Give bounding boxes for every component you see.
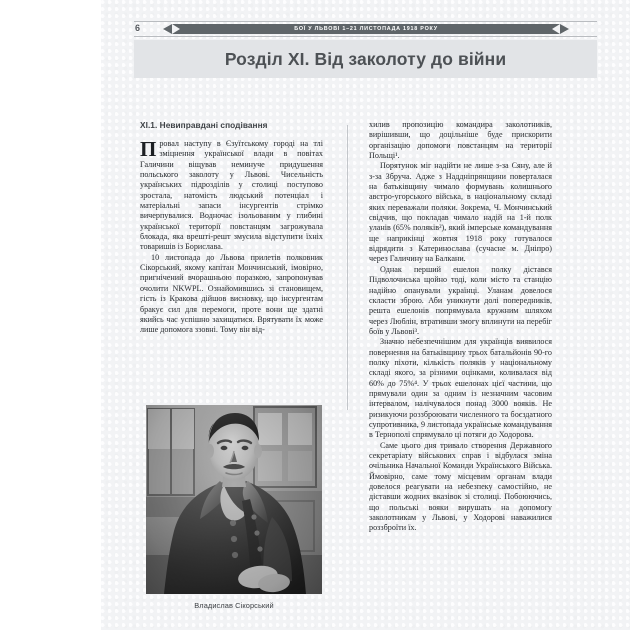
figure-caption: Владислав Сікорський — [194, 601, 274, 610]
paragraph: Порятунок міг надійти не лише з-за Сяну, але й з-за Збруча. Адже з Наддніпрянщини поверталася на батьківщину чимало формувань колишнього австро-угорського війська, в національному складі яких переважали поляки. Зокрема, Ч. Мончинський свідчив, що покладав чимало надій на 1-й полк уланів (65% поляків²), який імперське командування ще наприкінці жовтня 1918 року готувалося відрядити з Катеринослава (сучасне м. Дніпро) через Галичину на Балкани. — [369, 161, 552, 264]
chapter-title-band — [134, 40, 597, 78]
text-column-right — [369, 120, 552, 620]
body-text-area — [134, 120, 597, 620]
portrait-photo — [146, 405, 322, 594]
column-divider — [347, 125, 348, 410]
running-head-banner — [172, 24, 560, 34]
page-sheet — [101, 0, 630, 630]
running-head-rule-bottom — [134, 36, 597, 37]
drop-cap: П — [140, 137, 157, 161]
paragraph: Значно небезпечнішим для українців виявилося повернення на батьківщину трьох батальйонів 90-го полку піхоти, кількість поляків у національному складі якого, за різними оцінками, коливалася від 60% до 75%⁴. У трьох ешелонах цієї частини, що прямували один за одним із незначним часовим інтервалом, налічувалося понад 3000 вояків. Не ризикуючи роззброювати численного та боєздатного супротивника, 9 листопада українське командування в Тернополі спрямувало ці потяги до Ходорова. — [369, 337, 552, 440]
running-head — [134, 21, 597, 37]
text-column-left — [140, 120, 323, 620]
portrait-photo-image — [146, 405, 322, 594]
paragraph — [140, 139, 323, 253]
page-title: Розділ XI. Від заколоту до війни — [224, 49, 507, 69]
paragraph-text: ровал наступу в Єзуїтському городі на тлі зміцнення української влади в повітах Галичини віщував неминуче придушення польського заколоту у Львові. Чисельність українських підрозділів у столиці поступово зростала, натомість людський потенціал і матеріальні запаси інсургентів стрімко вичерпувалися. Водночас ізольованим у глибині української території повстанцям загрожувала блокада, яка врешті-решт змусила відступити їхніх товаришів із Борислава. — [140, 139, 323, 252]
paragraph: Однак перший ешелон полку дістався Підволочиська щойно тоді, коли місто та станцію надійно опанували українці. Уланам довелося скласти зброю. Аби уникнути долі попередників, решта ешелонів попрямувала кружним шляхом через Люблін, втративши змогу вплинути на перебіг боїв у Львові³. — [369, 264, 552, 336]
paragraph: хилив пропозицію командира заколотників, вирішивши, що доцільніше буде прискорити організацію допомоги повстанцям на території Польщі¹. — [369, 120, 552, 161]
paragraph: 10 листопада до Львова прилетів полковник Сікорський, якому капітан Мончинський, імовірно, пригнічений вчорашньою поразкою, запропонував очолити NKWPL. Ознайомившись зі становищем, гість із Кракова дійшов висновку, що інсургентам бракує сил для перемоги, проте вони ще здатні якийсь час успішно захищатися. Врятувати їх може лише допомога ззовні. Тому він від- — [140, 252, 323, 335]
figure — [146, 405, 322, 610]
paragraph: Саме цього дня тривало створення Державного секретаріату військових справ і відбулася зміна очільника Начальної Команди Українського Війська. Ймовірно, саме тому місцевим органам влади довелося реагувати на небезпеку самостійно, не діставши жодних вказівок зі столиці. Побоюючись, що польські вояки вирушать на допомогу заколотникам у Львові, у Ходорові наважилися роззброїти їх. — [369, 440, 552, 533]
running-head-rule-top — [134, 21, 597, 22]
running-head-title: БОЇ У ЛЬВОВІ 1–21 ЛИСТОПАДА 1918 РОКУ — [294, 26, 438, 32]
page-number: 6 — [135, 23, 141, 33]
section-heading: XI.1. Невиправдані сподівання — [140, 120, 268, 130]
